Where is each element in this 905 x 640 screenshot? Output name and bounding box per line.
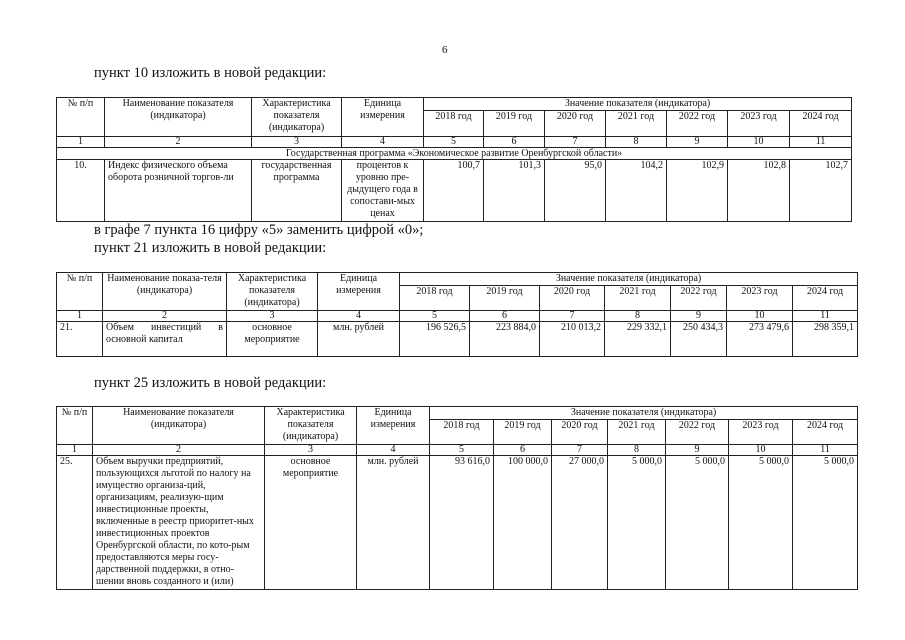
header-np: № п/п xyxy=(57,273,103,311)
column-number: 2 xyxy=(93,445,265,456)
table-item-10 xyxy=(56,97,852,222)
column-number: 6 xyxy=(470,311,540,322)
table-row xyxy=(57,456,858,590)
row-value: 27 000,0 xyxy=(552,456,608,590)
header-characteristic: Характеристика показателя (индикатора) xyxy=(252,98,342,137)
row-name: Индекс физического объема оборота розничной торгов-ли xyxy=(105,160,252,222)
header-year: 2021 год xyxy=(606,111,667,137)
row-characteristic: основное мероприятие xyxy=(265,456,357,590)
column-number: 9 xyxy=(671,311,727,322)
header-year: 2021 год xyxy=(608,420,666,445)
column-number: 8 xyxy=(606,137,667,148)
page-number: 6 xyxy=(442,44,448,56)
row-number: 25. xyxy=(57,456,93,590)
column-number: 10 xyxy=(728,137,790,148)
header-value: Значение показателя (индикатора) xyxy=(424,98,852,111)
header-year: 2020 год xyxy=(552,420,608,445)
header-year: 2022 год xyxy=(671,286,727,311)
header-year: 2021 год xyxy=(605,286,671,311)
header-unit: Единица измерения xyxy=(357,407,430,445)
row-value: 95,0 xyxy=(545,160,606,222)
header-year: 2022 год xyxy=(667,111,728,137)
table-row xyxy=(57,322,858,357)
row-value: 196 526,5 xyxy=(400,322,470,357)
header-name: Наименование показателя (индикатора) xyxy=(93,407,265,445)
row-name: Объем инвестиций в основной капитал xyxy=(103,322,227,357)
row-value: 223 884,0 xyxy=(470,322,540,357)
row-value: 102,7 xyxy=(790,160,852,222)
row-value: 100,7 xyxy=(424,160,484,222)
header-year: 2019 год xyxy=(494,420,552,445)
header-year: 2023 год xyxy=(727,286,793,311)
row-value: 229 332,1 xyxy=(605,322,671,357)
header-year: 2018 год xyxy=(424,111,484,137)
header-year: 2018 год xyxy=(400,286,470,311)
table-item-25 xyxy=(56,406,858,590)
header-name: Наименование показа-теля (индикатора) xyxy=(103,273,227,311)
header-year: 2024 год xyxy=(793,420,858,445)
column-number: 3 xyxy=(252,137,342,148)
row-characteristic: государственная программа xyxy=(252,160,342,222)
column-number: 1 xyxy=(57,445,93,456)
paragraph-item-10: пункт 10 изложить в новой редакции: xyxy=(94,65,327,81)
column-number: 6 xyxy=(484,137,545,148)
row-value: 104,2 xyxy=(606,160,667,222)
table-item-21 xyxy=(56,272,858,357)
header-np: № п/п xyxy=(57,98,105,137)
column-number: 5 xyxy=(430,445,494,456)
header-year: 2023 год xyxy=(728,111,790,137)
row-number: 21. xyxy=(57,322,103,357)
paragraph-item-25: пункт 25 изложить в новой редакции: xyxy=(94,375,327,391)
row-value: 102,8 xyxy=(728,160,790,222)
column-number: 2 xyxy=(103,311,227,322)
header-year: 2018 год xyxy=(430,420,494,445)
row-value: 5 000,0 xyxy=(793,456,858,590)
column-number: 1 xyxy=(57,311,103,322)
row-value: 101,3 xyxy=(484,160,545,222)
column-number: 1 xyxy=(57,137,105,148)
row-unit: млн. рублей xyxy=(357,456,430,590)
column-number: 7 xyxy=(540,311,605,322)
column-number: 10 xyxy=(727,311,793,322)
paragraph-item-21: пункт 21 изложить в новой редакции: xyxy=(94,240,327,256)
header-unit: Единица измерения xyxy=(318,273,400,311)
column-number: 4 xyxy=(342,137,424,148)
row-value: 5 000,0 xyxy=(729,456,793,590)
column-number: 9 xyxy=(667,137,728,148)
column-number: 8 xyxy=(605,311,671,322)
column-number: 9 xyxy=(666,445,729,456)
column-number: 11 xyxy=(793,311,858,322)
table-row xyxy=(57,160,852,222)
column-number: 7 xyxy=(552,445,608,456)
column-number: 5 xyxy=(424,137,484,148)
header-np: № п/п xyxy=(57,407,93,445)
row-value: 5 000,0 xyxy=(666,456,729,590)
column-number: 6 xyxy=(494,445,552,456)
row-value: 250 434,3 xyxy=(671,322,727,357)
row-number: 10. xyxy=(57,160,105,222)
header-year: 2023 год xyxy=(729,420,793,445)
header-year: 2024 год xyxy=(793,286,858,311)
row-unit: процентов к уровню пре-дыдущего года в сопостави-мых ценах xyxy=(342,160,424,222)
column-number: 10 xyxy=(729,445,793,456)
header-year: 2024 год xyxy=(790,111,852,137)
program-row: Государственная программа «Экономическое развитие Оренбургской области» xyxy=(57,148,852,160)
column-number: 4 xyxy=(357,445,430,456)
column-number: 7 xyxy=(545,137,606,148)
column-number: 11 xyxy=(790,137,852,148)
row-characteristic: основное мероприятие xyxy=(227,322,318,357)
header-year: 2019 год xyxy=(484,111,545,137)
row-name: Объем выручки предприятий, пользующихся льготой по налогу на имущество организа-ций, организациям, реализую-щим инвестиционные проекты, включенные в реестр приоритет-ных инвестиционных проектов Оренбургской области, по кото-рым предоставляются меры госу-дарственной поддержки, в отно-шении вновь созданного и (или) xyxy=(93,456,265,590)
column-number: 3 xyxy=(227,311,318,322)
header-year: 2020 год xyxy=(545,111,606,137)
column-number: 8 xyxy=(608,445,666,456)
column-number: 2 xyxy=(105,137,252,148)
row-value: 102,9 xyxy=(667,160,728,222)
row-value: 100 000,0 xyxy=(494,456,552,590)
column-number: 4 xyxy=(318,311,400,322)
row-value: 93 616,0 xyxy=(430,456,494,590)
column-number: 5 xyxy=(400,311,470,322)
header-value: Значение показателя (индикатора) xyxy=(430,407,858,420)
row-value: 298 359,1 xyxy=(793,322,858,357)
header-value: Значение показателя (индикатора) xyxy=(400,273,858,286)
header-characteristic: Характеристика показателя (индикатора) xyxy=(227,273,318,311)
header-characteristic: Характеристика показателя (индикатора) xyxy=(265,407,357,445)
column-number: 11 xyxy=(793,445,858,456)
row-unit: млн. рублей xyxy=(318,322,400,357)
header-unit: Единица измерения xyxy=(342,98,424,137)
paragraph-item-16: в графе 7 пункта 16 цифру «5» заменить цифрой «0»; xyxy=(94,222,424,238)
header-year: 2022 год xyxy=(666,420,729,445)
row-value: 210 013,2 xyxy=(540,322,605,357)
column-number: 3 xyxy=(265,445,357,456)
header-year: 2019 год xyxy=(470,286,540,311)
row-value: 273 479,6 xyxy=(727,322,793,357)
row-value: 5 000,0 xyxy=(608,456,666,590)
header-year: 2020 год xyxy=(540,286,605,311)
header-name: Наименование показателя (индикатора) xyxy=(105,98,252,137)
